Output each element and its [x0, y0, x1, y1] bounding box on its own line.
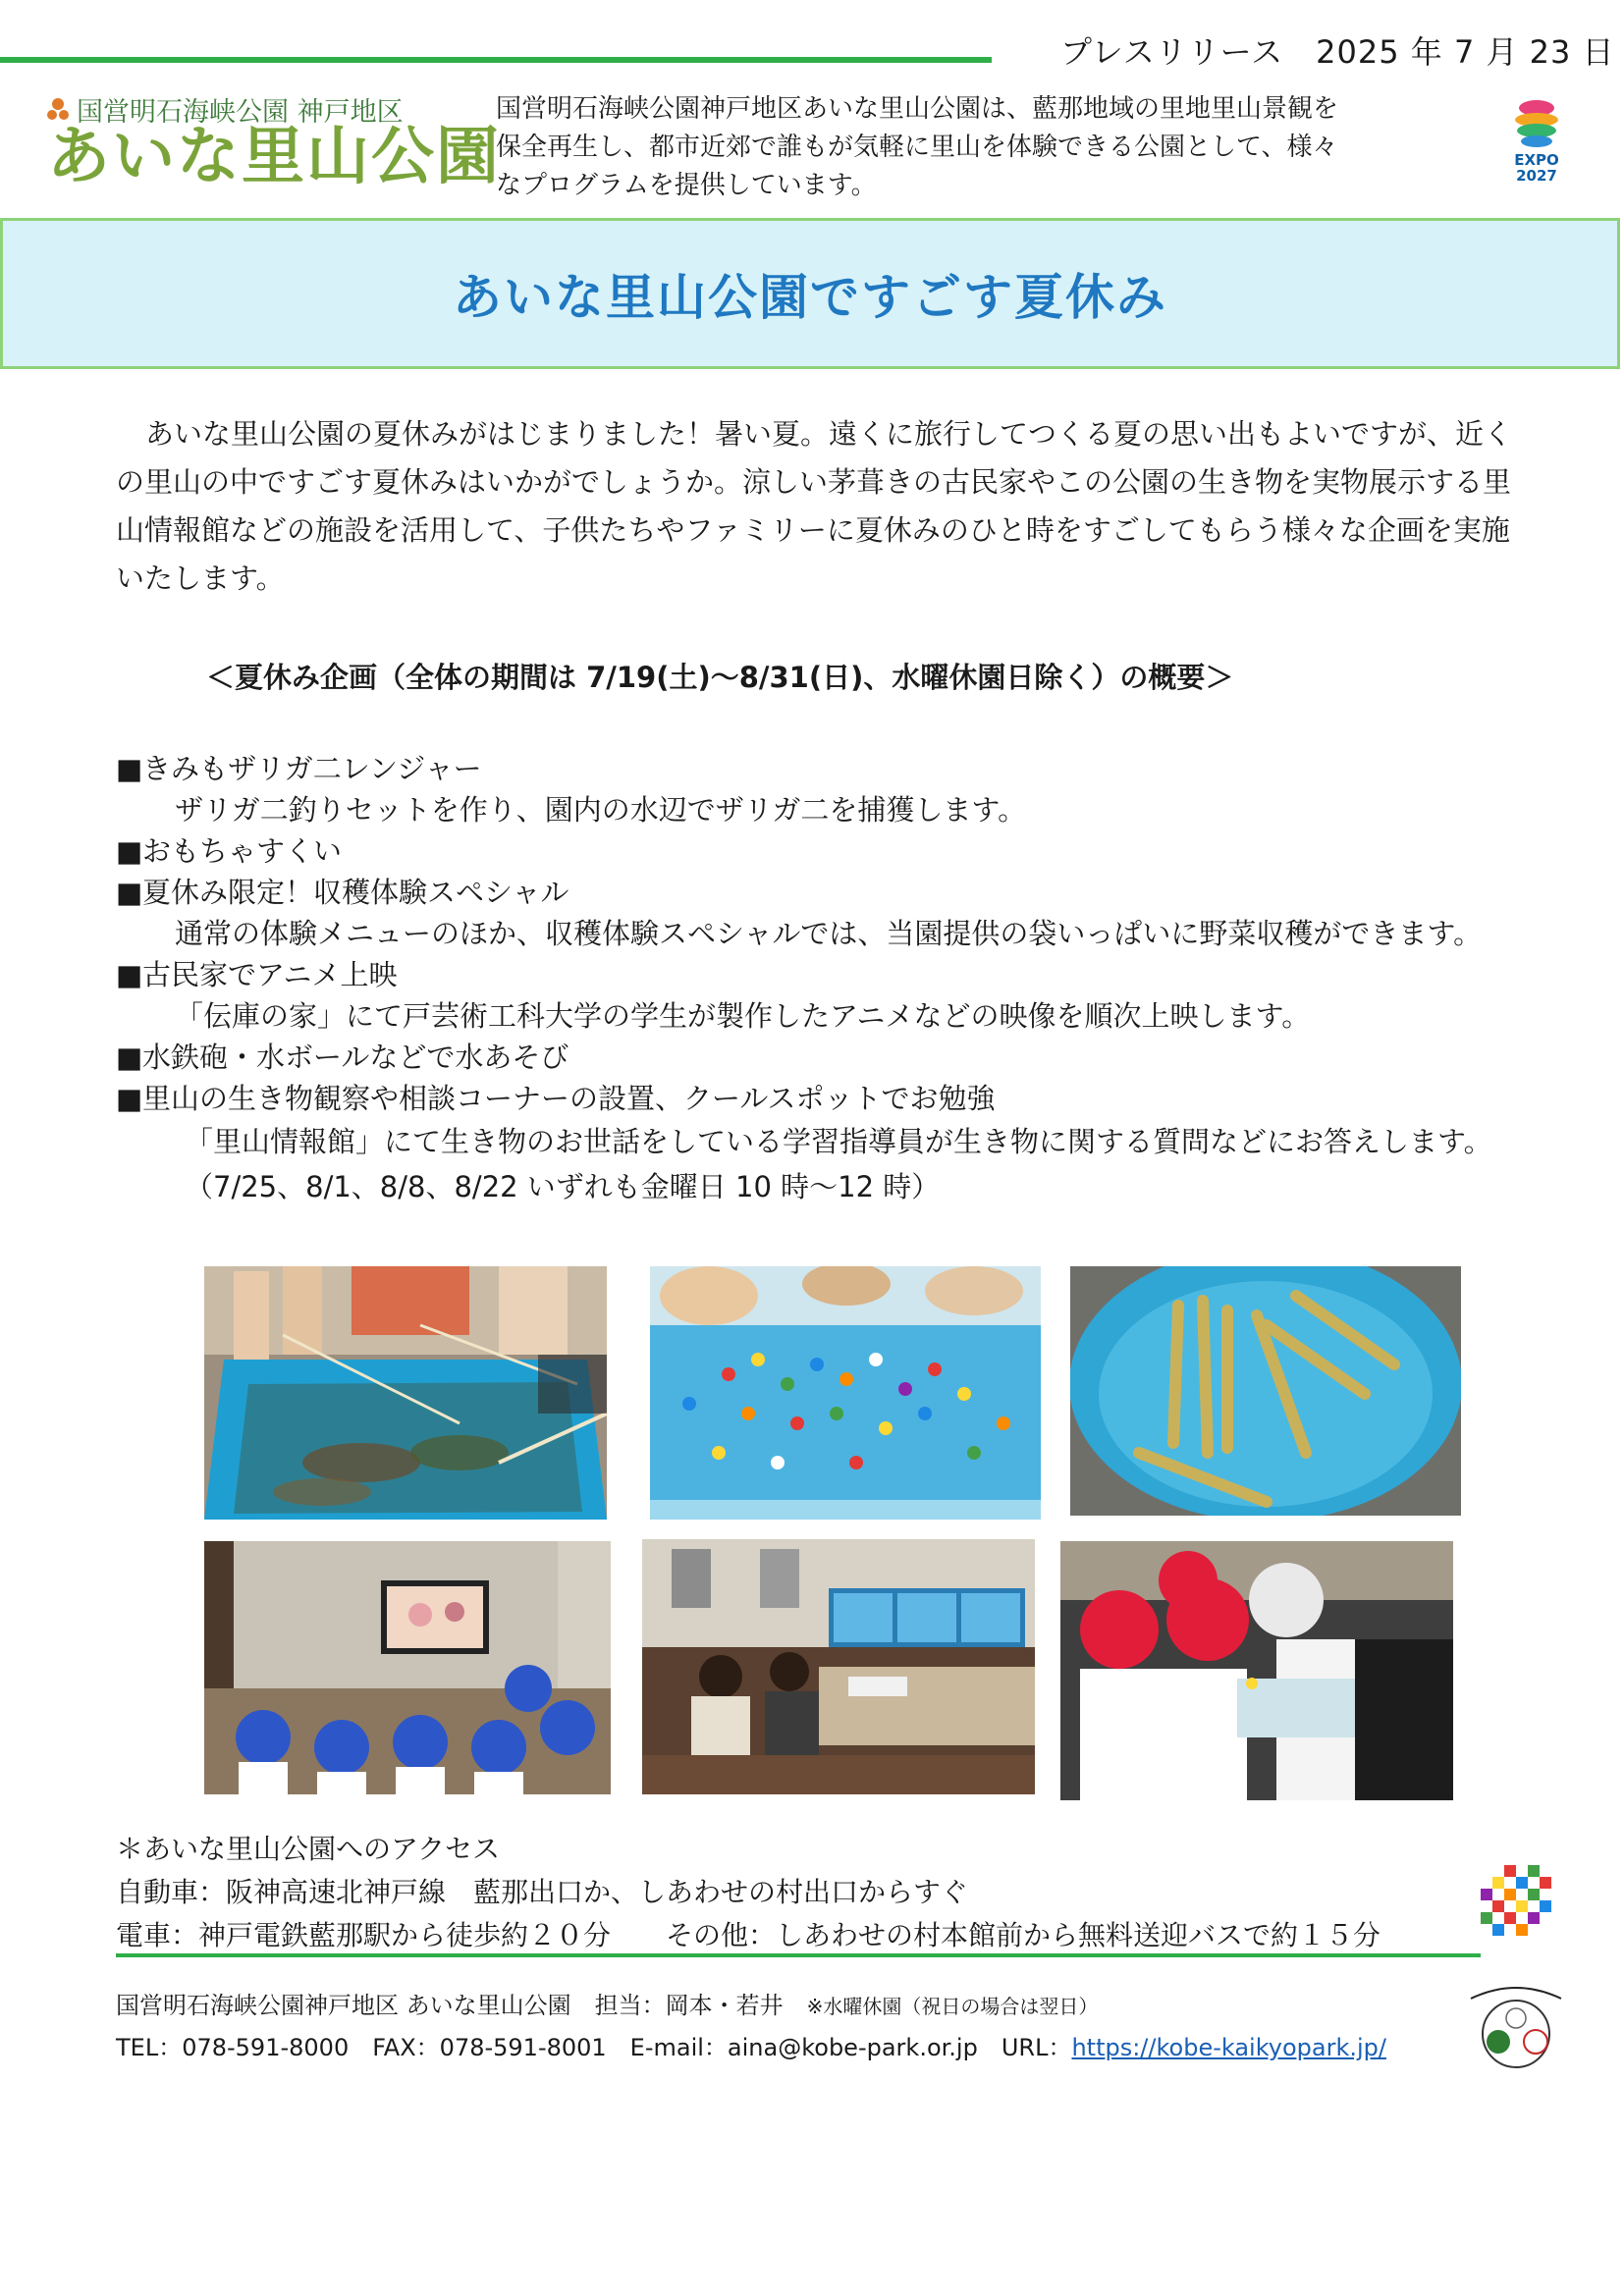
footer-note: ※水曜休園（祝日の場合は翌日） — [806, 1995, 1099, 2018]
photo-bamboo-water-guns — [1070, 1266, 1461, 1516]
svg-text:2027: 2027 — [1516, 167, 1557, 185]
list-item — [116, 1078, 1530, 1209]
access-train: 電車：神戸電鉄藍那駅から徒歩約２０分 その他：しあわせの村本館前から無料送迎バスで約１５分 — [116, 1919, 1381, 1951]
item-title: 水鉄砲・水ボールなどで水あそび — [142, 1041, 569, 1074]
footer-url-link[interactable]: https://kobe-kaikyopark.jp/ — [1071, 2034, 1386, 2061]
square-bullet-icon: ■ — [116, 876, 143, 909]
item-title: きみもザリガ二レンジャー — [142, 752, 482, 785]
footer-contact-line: TEL：078-591-8000 FAX：078-591-8001 E-mail：aina@kobe-park.or.jp URL： — [116, 2034, 1072, 2061]
list-item — [116, 830, 1530, 872]
access-title: ＊あいな里山公園へのアクセス — [116, 1833, 501, 1865]
hyogo-field-pavilion-logo — [1475, 1865, 1557, 1948]
square-bullet-icon: ■ — [116, 958, 143, 991]
item-desc: 「里山情報館」にて生き物のお世話をしている学習指導員が生き物に関する質問などにお答えします。（7/25、8/1、8/8、8/22 いずれも金曜日 10 時～12 時） — [185, 1125, 1492, 1203]
access-info — [116, 1828, 1380, 1957]
title-banner — [0, 218, 1620, 369]
footer-contact — [116, 1985, 1386, 2068]
logo-subtitle-text: 国営明石海峡公園 神戸地区 — [77, 97, 404, 128]
photo-guide-with-children — [1060, 1541, 1453, 1800]
leaf-icon — [47, 97, 69, 123]
photo-info-hall — [642, 1539, 1035, 1794]
list-item — [116, 1037, 1530, 1078]
access-car: 自動車：阪神高速北神戸線 藍那出口か、しあわせの村出口からすぐ — [116, 1876, 969, 1908]
item-title: 古民家でアニメ上映 — [142, 958, 398, 991]
photo-crayfish-fishing — [204, 1266, 607, 1520]
item-desc: 通常の体験メニューのほか、収穫体験スペシャルでは、当園提供の袋いっぱいに野菜収穫ができます。 — [175, 917, 1483, 950]
square-bullet-icon: ■ — [116, 752, 143, 785]
list-item — [116, 872, 1530, 954]
svg-text:EXPO: EXPO — [1514, 151, 1559, 169]
intro-text: 国営明石海峡公園神戸地区あいな里山公園は、藍那地域の里地里山景観を保全再生し、都市近郊で誰もが気軽に里山を体験できる公園として、様々なプログラムを提供しています。 — [496, 94, 1339, 200]
list-item — [116, 954, 1530, 1037]
square-bullet-icon: ■ — [116, 1082, 143, 1115]
lead-paragraph: あいな里山公園の夏休みがはじまりました！暑い夏。遠くに旅行してつくる夏の思い出もよいですが、近くの里山の中ですごす夏休みはいかがでしょうか。涼しい茅葺きの古民家やこの公園の生き物を実物展示する里山情報館などの施設を活用して、子供たちやファミリーに夏休みのひと時をすごしてもらう様々な企画を実施いたします。 — [116, 417, 1513, 595]
list-item — [116, 748, 1530, 830]
square-bullet-icon: ■ — [116, 1041, 143, 1074]
item-title: 里山の生き物観察や相談コーナーの設置、クールスポットでお勉強 — [142, 1082, 996, 1115]
footer-org: 国営明石海峡公園神戸地区 あいな里山公園 担当：岡本・若井 — [116, 1992, 784, 2019]
bottom-divider — [116, 1953, 1481, 1957]
page-title: あいな里山公園ですごす夏休み — [453, 269, 1167, 326]
kobe-park-badge — [1461, 1981, 1571, 2071]
logo-title: あいな里山公園 — [47, 121, 501, 193]
square-bullet-icon: ■ — [116, 834, 143, 868]
press-release-date: プレスリリース 2025 年 7 月 23 日 — [1060, 33, 1615, 71]
item-desc: 「伝庫の家」にて戸芸術工科大学の学生が製作したアニメなどの映像を順次上映します。 — [175, 999, 1311, 1033]
top-divider — [0, 57, 992, 63]
program-list — [116, 748, 1530, 1209]
outline-title: ＜夏休み企画（全体の期間は 7/19(土)～8/31(日)、水曜休園日除く）の概要＞ — [206, 661, 1234, 694]
item-desc: ザリガ二釣りセットを作り、園内の水辺でザリガ二を捕獲します。 — [175, 793, 1027, 827]
photo-toy-scooping — [650, 1266, 1041, 1520]
item-title: おもちゃすくい — [142, 834, 343, 868]
expo-logo — [1497, 96, 1576, 189]
item-title: 夏休み限定！収穫体験スペシャル — [142, 876, 569, 909]
photo-anime-screening — [204, 1541, 611, 1794]
